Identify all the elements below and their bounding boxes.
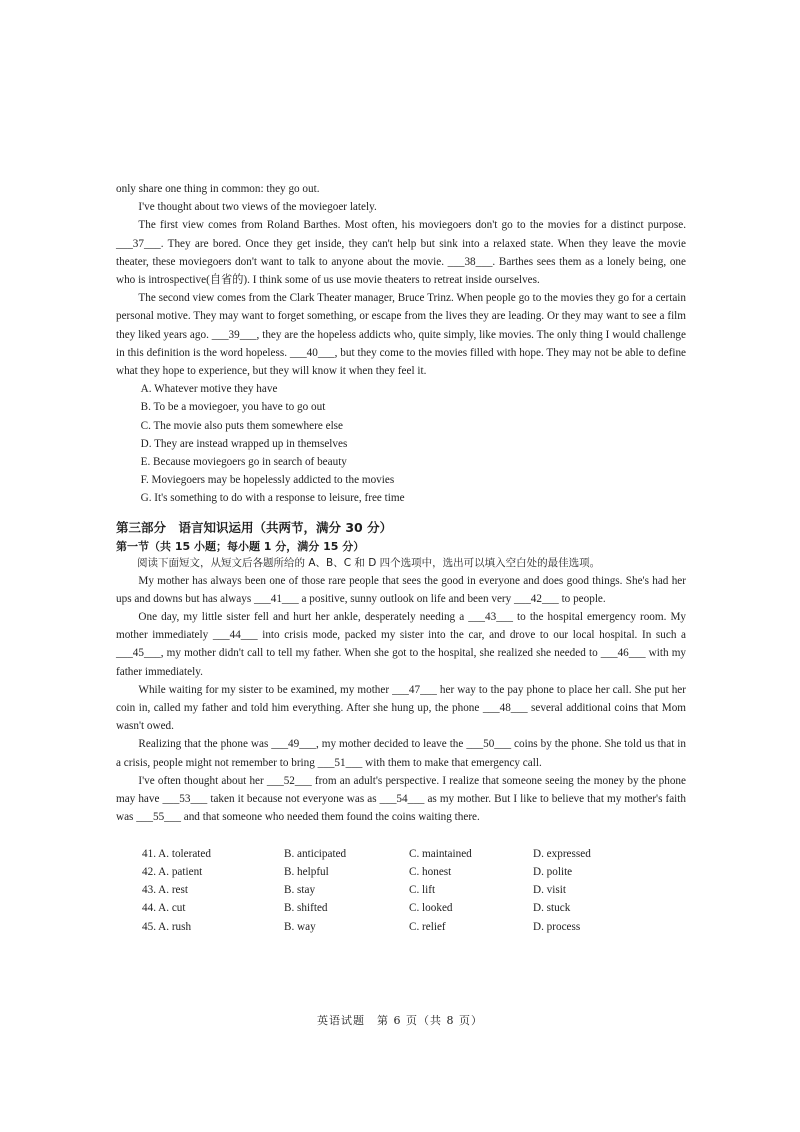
- choice-b: B. shifted: [284, 902, 328, 915]
- choice-a: 41. A. tolerated: [142, 847, 211, 860]
- cloze-paragraph: Realizing that the phone was ___49___, my mother decided to leave the ___50___ coins by the phone. She told us that in a crisis, people might not remember to bring ___51___ with them to make that emergency call.: [116, 738, 686, 769]
- choice-a: 44. A. cut: [142, 902, 186, 915]
- choice-d: D. expressed: [533, 847, 591, 860]
- choice-c: C. looked: [409, 902, 453, 915]
- choice-b: B. helpful: [284, 865, 329, 878]
- question-row-45: [116, 918, 686, 936]
- section-instruction: 阅读下面短文，从短文后各题所给的 A、B、C 和 D 四个选项中，选出可以填入空白处的最佳选项。: [137, 556, 601, 569]
- question-row-41: [116, 845, 686, 863]
- cloze-paragraph: My mother has always been one of those rare people that sees the good in everyone and does good things. She's had her ups and downs but has always ___41___ a positive, sunny outlook on life and been very ___42___ to people.: [116, 574, 686, 605]
- question-row-43: [116, 881, 686, 899]
- choice-c: C. lift: [409, 884, 436, 897]
- passage-paragraph: The first view comes from Roland Barthes. Most often, his moviegoers don't go to the movies for a distinct purpose. ___37___. They are bored. Once they get inside, they can't help but sink into a relaxed state. When they leave the movie theater, these moviegoers don't want to talk to anyone about the movie. ___38___. Barthes sees them as a lonely being, one who is introspective(自省的). I think some of us use movie theaters to retreat inside ourselves.: [116, 219, 686, 287]
- choice-c: C. relief: [409, 920, 446, 933]
- option-f: F. Moviegoers may be hopelessly addicted to the movies: [140, 474, 395, 487]
- choice-d: D. visit: [533, 884, 566, 897]
- section1-heading: 第一节（共 15 小题；每小题 1 分，满分 15 分）: [116, 539, 365, 553]
- option-g: G. It's something to do with a response to leisure, free time: [140, 492, 405, 505]
- option-e: E. Because moviegoers go in search of beauty: [140, 456, 347, 469]
- question-row-44: [116, 899, 686, 917]
- answer-options-list: [116, 380, 686, 507]
- page-footer: 英语试题 第 6 页（共 8 页）: [317, 1014, 483, 1027]
- choice-b: B. anticipated: [284, 847, 347, 860]
- question-options: [116, 845, 686, 936]
- option-c: C. The movie also puts them somewhere else: [140, 419, 343, 432]
- choice-d: D. process: [533, 920, 581, 933]
- choice-a: 45. A. rush: [142, 920, 192, 933]
- choice-a: 43. A. rest: [142, 884, 188, 897]
- passage-paragraph: I've thought about two views of the moviegoer lately.: [138, 201, 377, 214]
- option-a: A. Whatever motive they have: [140, 383, 278, 396]
- part3-heading: 第三部分 语言知识运用（共两节，满分 30 分）: [116, 519, 393, 535]
- choice-d: D. polite: [533, 865, 573, 878]
- choice-d: D. stuck: [533, 902, 571, 915]
- choice-b: B. stay: [284, 884, 316, 897]
- question-row-42: [116, 863, 686, 881]
- passage-paragraph: The second view comes from the Clark Theater manager, Bruce Trinz. When people go to the movies they go for a certain personal motive. They may want to forget something, or escape from the lives they are leading. Or they may want to see a film they liked years ago. ___39___, they are the hopeless addicts who, quite simply, like movies. The only thing I would challenge in this definition is the word hopeless. ___40___, but they come to the movies filled with hope. They may not be able to define what they hope to experience, but they will know it when they feel it.: [116, 292, 686, 378]
- option-b: B. To be a moviegoer, you have to go out: [140, 401, 326, 414]
- cloze-paragraph: While waiting for my sister to be examined, my mother ___47___ her way to the pay phone to place her call. She put her coin in, called my father and told him everything. After she hung up, the phone ___48___ several additional coins that Mom wasn't owed.: [116, 683, 686, 733]
- choice-c: C. honest: [409, 865, 452, 878]
- page-content: [116, 180, 686, 936]
- cloze-paragraph: I've often thought about her ___52___ from an adult's perspective. I realize that someone seeing the money by the phone may have ___53___ taken it because not everyone was as ___54___ as my mother. But I like to believe that my mother's faith was ___55___ and that someone who needed them found the coins waiting there.: [116, 774, 686, 824]
- choice-c: C. maintained: [409, 847, 472, 860]
- cloze-paragraph: One day, my little sister fell and hurt her ankle, desperately needing a ___43___ to the hospital emergency room. My mother immediately ___44___ into crisis mode, packed my sister into the car, and drove to our local hospital. In such a ___45___, my mother didn't call to tell my father. When she got to the hospital, she realized she needed to ___46___ with my father immediately.: [116, 611, 686, 678]
- choice-a: 42. A. patient: [142, 865, 203, 878]
- choice-b: B. way: [284, 920, 316, 933]
- passage-paragraph: only share one thing in common: they go out.: [116, 183, 320, 195]
- option-d: D. They are instead wrapped up in themselves: [140, 437, 348, 450]
